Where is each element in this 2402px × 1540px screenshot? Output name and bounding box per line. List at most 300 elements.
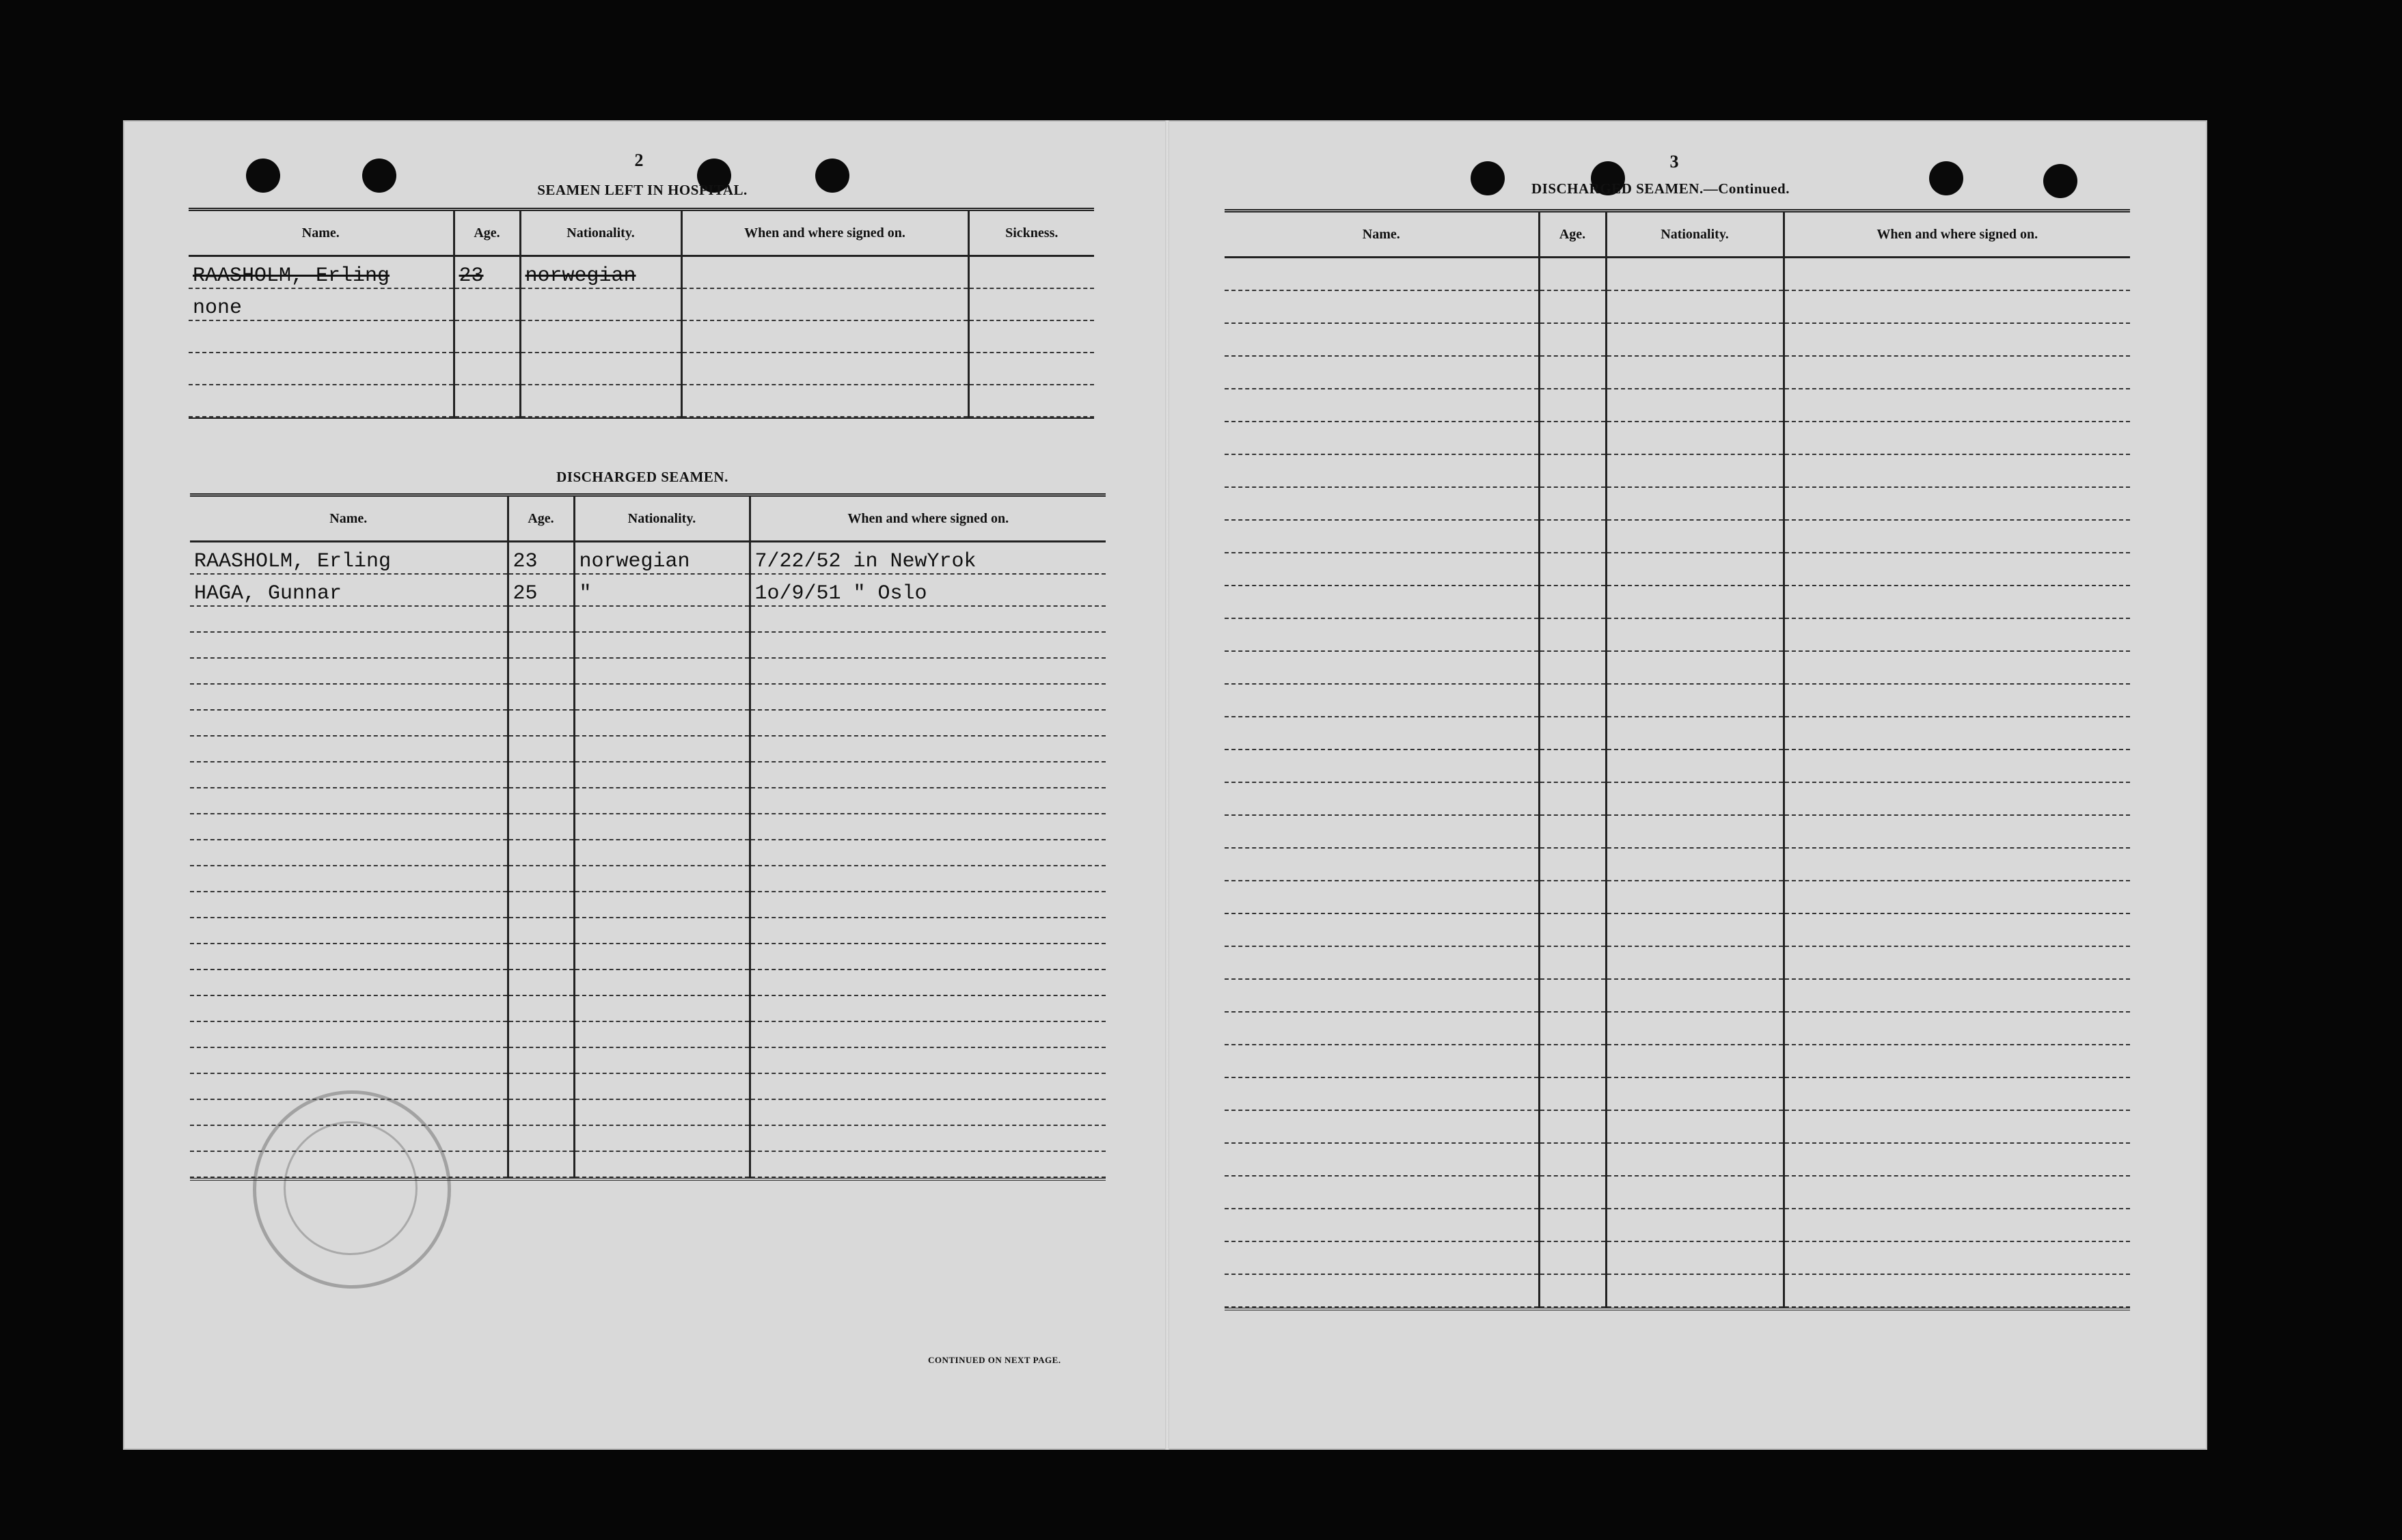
table-cell [574, 918, 750, 944]
table-cell [1539, 1143, 1606, 1176]
table-cell [1225, 323, 1539, 356]
table-cell [1784, 487, 2130, 520]
discharged-table [190, 493, 1106, 1181]
table-row [1225, 946, 2130, 979]
table-cell [1539, 323, 1606, 356]
table-cell [454, 288, 520, 320]
table-row [1225, 487, 2130, 520]
table-cell [1784, 1110, 2130, 1143]
table-cell [1539, 258, 1606, 291]
table-cell [1539, 1209, 1606, 1241]
table-cell: RAASHOLM, Erling [190, 542, 508, 575]
table-cell [1539, 356, 1606, 389]
table-cell [1225, 586, 1539, 618]
table-cell [574, 658, 750, 684]
table-cell: none [189, 288, 454, 320]
column-header-age: Age. [1539, 212, 1606, 258]
table-cell [454, 353, 520, 385]
discharged-continued-title: DISCHARGED SEAMEN.—Continued. [1531, 180, 1790, 197]
table-cell [1606, 717, 1784, 750]
table-cell [508, 710, 574, 736]
table-row [190, 918, 1106, 944]
table-cell [1225, 553, 1539, 586]
table-row [1225, 290, 2130, 323]
table-cell [190, 866, 508, 892]
punch-hole [246, 159, 280, 193]
table-cell [1784, 651, 2130, 684]
table-cell [1784, 356, 2130, 389]
table-cell [190, 788, 508, 814]
table-cell [1225, 1176, 1539, 1209]
table-row [190, 866, 1106, 892]
table-cell [750, 736, 1106, 762]
column-header-name: Name. [189, 211, 454, 256]
table-row [190, 788, 1106, 814]
table-cell [454, 385, 520, 417]
table-cell [574, 684, 750, 710]
table-cell [1606, 1241, 1784, 1274]
table-cell [1539, 946, 1606, 979]
table-cell: 1o/9/51 " Oslo [750, 574, 1106, 606]
table-cell [190, 918, 508, 944]
table-cell [508, 1125, 574, 1151]
table-cell [1225, 389, 1539, 422]
table-cell [1784, 389, 2130, 422]
table-row [1225, 454, 2130, 487]
table-cell [1225, 782, 1539, 815]
table-cell [1539, 684, 1606, 717]
table-cell [1606, 1110, 1784, 1143]
table-row [1225, 684, 2130, 717]
table-cell [750, 658, 1106, 684]
table-cell [1539, 782, 1606, 815]
discharged-continued-header [1225, 212, 2130, 258]
table-row [1225, 422, 2130, 454]
table-cell [1606, 553, 1784, 586]
column-header-signed-on: When and where signed on. [750, 497, 1106, 542]
table-cell [189, 320, 454, 353]
document-paper [123, 120, 2207, 1450]
table-cell [750, 684, 1106, 710]
table-cell [190, 970, 508, 995]
table-cell [1784, 979, 2130, 1012]
table-cell [1225, 520, 1539, 553]
column-header-signed-on: When and where signed on. [681, 211, 968, 256]
column-header-nationality: Nationality. [1606, 212, 1784, 258]
official-stamp-icon [253, 1090, 451, 1289]
table-cell [574, 866, 750, 892]
table-cell [574, 1021, 750, 1047]
table-cell [1539, 1241, 1606, 1274]
table-cell [1784, 1209, 2130, 1241]
table-cell [1784, 848, 2130, 881]
table-cell [1225, 750, 1539, 782]
table-cell [574, 995, 750, 1021]
hospital-table-header [189, 211, 1094, 256]
table-row [190, 542, 1106, 575]
table-cell [1606, 684, 1784, 717]
table-cell [1225, 651, 1539, 684]
table-cell [190, 814, 508, 840]
table-cell [1225, 1110, 1539, 1143]
table-cell [1784, 454, 2130, 487]
table-cell [750, 606, 1106, 632]
table-cell: " [574, 574, 750, 606]
column-header-name: Name. [190, 497, 508, 542]
table-cell [190, 606, 508, 632]
table-cell [508, 658, 574, 684]
table-cell [1225, 913, 1539, 946]
table-row [1225, 1077, 2130, 1110]
table-cell [508, 995, 574, 1021]
table-cell [190, 736, 508, 762]
table-row [1225, 881, 2130, 913]
table-cell [189, 385, 454, 417]
table-cell [750, 1021, 1106, 1047]
table-cell [1539, 979, 1606, 1012]
table-row [190, 710, 1106, 736]
table-cell [681, 385, 968, 417]
table-row [189, 320, 1094, 353]
table-cell [1784, 586, 2130, 618]
table-cell [574, 632, 750, 658]
table-cell [1539, 717, 1606, 750]
table-cell [1784, 323, 2130, 356]
table-row [1225, 717, 2130, 750]
table-cell [1606, 356, 1784, 389]
table-cell [508, 684, 574, 710]
column-header-signed-on: When and where signed on. [1784, 212, 2130, 258]
table-row [1225, 913, 2130, 946]
table-cell [750, 788, 1106, 814]
table-cell [1606, 1143, 1784, 1176]
right-page-number: 3 [1669, 152, 1679, 171]
column-header-name: Name. [1225, 212, 1539, 258]
hospital-table [189, 208, 1094, 419]
table-cell [190, 658, 508, 684]
table-cell [508, 1151, 574, 1177]
table-cell [508, 736, 574, 762]
table-cell [750, 995, 1106, 1021]
table-cell [1606, 750, 1784, 782]
table-cell [508, 866, 574, 892]
table-row [1225, 356, 2130, 389]
table-cell: 25 [508, 574, 574, 606]
table-cell [574, 892, 750, 918]
table-row [1225, 651, 2130, 684]
table-cell [750, 944, 1106, 970]
table-cell [1539, 913, 1606, 946]
table-cell [1784, 1045, 2130, 1077]
table-cell [750, 918, 1106, 944]
table-cell [1225, 717, 1539, 750]
table-cell [1539, 848, 1606, 881]
table-cell [1606, 1209, 1784, 1241]
table-cell [574, 762, 750, 788]
table-row [190, 892, 1106, 918]
discharged-continued-table [1225, 209, 2130, 1310]
table-row [1225, 258, 2130, 291]
table-row [1225, 1274, 2130, 1307]
table-cell [681, 288, 968, 320]
table-row [190, 1021, 1106, 1047]
table-row [1225, 1143, 2130, 1176]
table-row [190, 606, 1106, 632]
table-cell [1539, 750, 1606, 782]
table-row [189, 256, 1094, 289]
table-cell [750, 1047, 1106, 1073]
table-row [1225, 1176, 2130, 1209]
table-cell [1225, 979, 1539, 1012]
table-cell [1539, 290, 1606, 323]
table-cell [520, 385, 681, 417]
table-row [1225, 815, 2130, 848]
table-cell [508, 606, 574, 632]
table-cell [1784, 815, 2130, 848]
table-cell [508, 814, 574, 840]
table-cell [1784, 750, 2130, 782]
table-cell [1606, 1077, 1784, 1110]
table-cell [520, 353, 681, 385]
table-cell [1784, 520, 2130, 553]
continued-note: CONTINUED ON NEXT PAGE. [928, 1355, 1061, 1365]
table-cell [190, 762, 508, 788]
table-row [190, 736, 1106, 762]
column-header-nationality: Nationality. [520, 211, 681, 256]
table-cell [508, 892, 574, 918]
table-cell [520, 320, 681, 353]
table-cell [1539, 1045, 1606, 1077]
table-cell [1606, 782, 1784, 815]
table-row [1225, 979, 2130, 1012]
table-cell [574, 788, 750, 814]
table-cell [1784, 258, 2130, 291]
table-cell [1606, 422, 1784, 454]
table-row [189, 353, 1094, 385]
table-cell [681, 353, 968, 385]
table-row [190, 632, 1106, 658]
table-cell [1225, 356, 1539, 389]
table-row [1225, 1012, 2130, 1045]
table-cell [508, 970, 574, 995]
table-cell [1225, 422, 1539, 454]
table-cell [1606, 1274, 1784, 1307]
table-cell: 23 [508, 542, 574, 575]
table-cell [968, 320, 1094, 353]
table-cell [1225, 258, 1539, 291]
table-cell [1539, 1274, 1606, 1307]
table-cell [750, 892, 1106, 918]
table-cell [1606, 454, 1784, 487]
table-cell [574, 814, 750, 840]
table-cell [1784, 782, 2130, 815]
table-cell [190, 632, 508, 658]
table-row [190, 574, 1106, 606]
table-cell [750, 1125, 1106, 1151]
table-cell [681, 256, 968, 289]
table-cell [1225, 1274, 1539, 1307]
table-cell [750, 1151, 1106, 1177]
table-row [190, 840, 1106, 866]
table-cell [1225, 1209, 1539, 1241]
table-cell [1539, 487, 1606, 520]
table-cell [1606, 848, 1784, 881]
table-cell [750, 1073, 1106, 1099]
table-cell [189, 353, 454, 385]
table-row [190, 1047, 1106, 1073]
table-row [190, 944, 1106, 970]
table-cell [1784, 1176, 2130, 1209]
table-cell [508, 918, 574, 944]
table-cell [574, 710, 750, 736]
table-cell [1784, 946, 2130, 979]
table-cell [1606, 1045, 1784, 1077]
table-cell [750, 710, 1106, 736]
table-cell [750, 762, 1106, 788]
table-cell [1225, 618, 1539, 651]
table-cell [750, 1099, 1106, 1125]
table-cell [681, 320, 968, 353]
table-cell [1539, 618, 1606, 651]
table-row [190, 814, 1106, 840]
table-cell [1539, 553, 1606, 586]
table-cell [1539, 651, 1606, 684]
table-cell [508, 762, 574, 788]
column-header-age: Age. [508, 497, 574, 542]
table-cell [1225, 1012, 1539, 1045]
table-cell [1225, 454, 1539, 487]
table-cell [190, 944, 508, 970]
table-cell [1225, 487, 1539, 520]
table-row [1225, 1110, 2130, 1143]
table-cell: 7/22/52 in NewYrok [750, 542, 1106, 575]
table-cell [1784, 1012, 2130, 1045]
table-cell [750, 632, 1106, 658]
table-cell [508, 840, 574, 866]
table-cell [1606, 881, 1784, 913]
table-cell [1784, 881, 2130, 913]
table-cell [520, 288, 681, 320]
punch-hole [2043, 164, 2077, 198]
column-header-age: Age. [454, 211, 520, 256]
table-cell [1606, 290, 1784, 323]
table-cell [1539, 389, 1606, 422]
table-cell [508, 788, 574, 814]
table-cell [190, 1021, 508, 1047]
table-row [190, 762, 1106, 788]
table-row [1225, 848, 2130, 881]
table-cell [574, 1073, 750, 1099]
table-cell [1539, 454, 1606, 487]
table-cell [750, 970, 1106, 995]
table-cell [190, 840, 508, 866]
table-row [1225, 782, 2130, 815]
table-cell [1225, 848, 1539, 881]
table-cell [190, 1047, 508, 1073]
table-cell [1606, 520, 1784, 553]
table-cell [508, 1099, 574, 1125]
discharged-table-header [190, 497, 1106, 542]
table-cell [574, 1151, 750, 1177]
table-cell [190, 892, 508, 918]
table-cell [1784, 717, 2130, 750]
table-cell: HAGA, Gunnar [190, 574, 508, 606]
table-cell [508, 632, 574, 658]
punch-hole [1929, 161, 1963, 195]
table-row [1225, 1045, 2130, 1077]
table-row [1225, 1209, 2130, 1241]
table-cell [1225, 946, 1539, 979]
table-cell [574, 606, 750, 632]
table-cell [968, 385, 1094, 417]
table-cell [508, 944, 574, 970]
table-row [190, 995, 1106, 1021]
discharged-section-title: DISCHARGED SEAMEN. [556, 469, 728, 485]
table-cell [1784, 1077, 2130, 1110]
table-cell [190, 684, 508, 710]
table-cell [1784, 1241, 2130, 1274]
column-header-sickness: Sickness. [968, 211, 1094, 256]
table-cell [1606, 913, 1784, 946]
table-cell [1606, 487, 1784, 520]
punch-hole [362, 159, 396, 193]
table-cell: norwegian [574, 542, 750, 575]
left-page-number: 2 [634, 150, 644, 170]
table-cell: 23 [454, 256, 520, 289]
table-cell [968, 256, 1094, 289]
table-cell [1606, 1176, 1784, 1209]
table-cell [750, 814, 1106, 840]
table-cell [1539, 1176, 1606, 1209]
table-cell [454, 320, 520, 353]
table-cell [1784, 422, 2130, 454]
table-row [190, 658, 1106, 684]
table-row [1225, 750, 2130, 782]
table-cell [968, 353, 1094, 385]
table-cell [1784, 1274, 2130, 1307]
table-cell [1606, 651, 1784, 684]
table-cell [1225, 290, 1539, 323]
table-cell [1225, 1045, 1539, 1077]
table-cell [1225, 1241, 1539, 1274]
table-cell [1606, 323, 1784, 356]
table-row [1225, 586, 2130, 618]
table-row [1225, 618, 2130, 651]
table-cell [1539, 815, 1606, 848]
table-cell [508, 1073, 574, 1099]
table-cell [1225, 1077, 1539, 1110]
table-cell [750, 866, 1106, 892]
page-fold [1165, 120, 1169, 1450]
table-cell [1539, 520, 1606, 553]
table-cell [968, 288, 1094, 320]
table-cell [1784, 684, 2130, 717]
table-row [1225, 520, 2130, 553]
table-cell [1539, 586, 1606, 618]
table-cell [1539, 1110, 1606, 1143]
table-row [190, 970, 1106, 995]
table-row [1225, 389, 2130, 422]
table-cell [1784, 1143, 2130, 1176]
table-cell [1784, 553, 2130, 586]
table-row [1225, 323, 2130, 356]
table-cell [1225, 815, 1539, 848]
table-cell [1606, 815, 1784, 848]
table-row [1225, 553, 2130, 586]
table-cell [190, 995, 508, 1021]
table-cell [1606, 618, 1784, 651]
table-row [189, 288, 1094, 320]
